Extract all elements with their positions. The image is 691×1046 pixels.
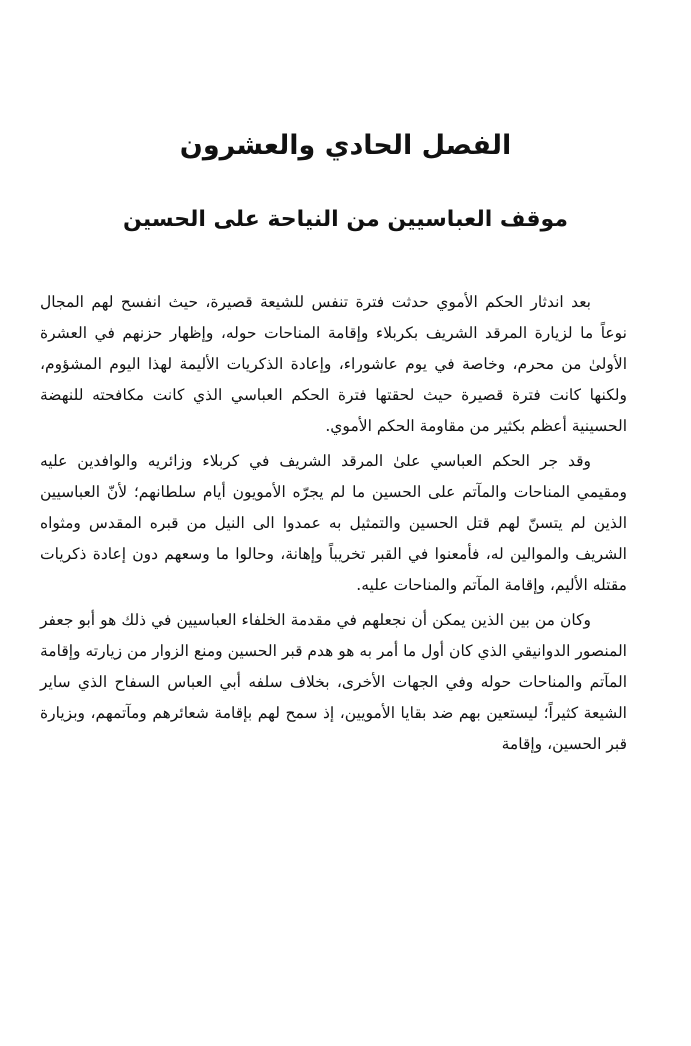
paragraph: وقد جر الحكم العباسي علىٰ المرقد الشريف في كربلاء وزائريه والوافدين عليه ومقيمي المناحات والمآتم على الحسين ما لم يجرّه الأمويون أيام سلطانهم؛ لأنّ العباسيين الذين لم يتسنّ لهم قتل الحسين والتمثيل به عمدوا الى النيل من قبره المقدس ومثواه الشريف والموالين له، فأمعنوا في القبر تخريباً وإهانة، وحالوا ما وسعهم دون إعادة ذكريات مقتله الأليم، وإقامة المآتم والمناحات عليه. xyxy=(40,452,627,594)
paragraph: وكان من بين الذين يمكن أن نجعلهم في مقدمة الخلفاء العباسيين في ذلك هو أبو جعفر المنصور الدوانيقي الذي كان أول ما أمر به هو هدم قبر الحسين ومنع الزوار من زيارته وإقامة المآتم والمناحات حوله وفي الجهات الأخرى، بخلاف سلفه أبي العباس السفاح الذي ساير الشيعة كثيراً؛ ليستعين بهم ضد بقايا الأمويين، إذ سمح لهم بإقامة شعائرهم ومآتمهم، وبزيارة قبر الحسين، وإقامة xyxy=(40,611,627,753)
chapter-title: الفصل الحادي والعشرون xyxy=(179,130,512,161)
chapter-subtitle: موقف العباسيين من النياحة على الحسين xyxy=(123,207,568,232)
paragraph: بعد اندثار الحكم الأموي حدثت فترة تنفس للشيعة قصيرة، حيث انفسح لهم المجال نوعاً ما لزيارة المرقد الشريف بكربلاء وإقامة المناحات حوله، وإظهار حزنهم في العشرة الأولىٰ من محرم، وخاصة في يوم عاشوراء، وإعادة الذكريات الأليمة لهذا اليوم المشؤوم، ولكنها كانت فترة قصيرة حيث لحقتها فترة الحكم العباسي الذي كانت مكافحته للنهضة الحسينية أعظم بكثير من مقاومة الحكم الأموي. xyxy=(40,293,627,435)
body-text xyxy=(40,287,627,760)
